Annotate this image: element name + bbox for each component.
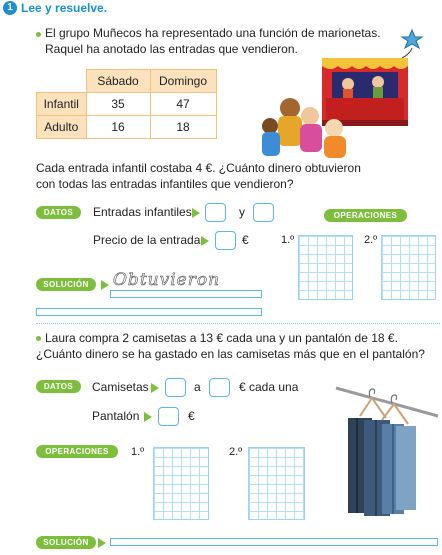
arrow-right-icon: [101, 280, 109, 290]
star-icon: [402, 30, 422, 48]
answer-box-pantalon[interactable]: [158, 407, 179, 426]
answer-box-entradas-1[interactable]: [205, 203, 226, 222]
problem2-question-line1: Laura compra 2 camisetas a 13 € cada una y un pantalón de 18 €.: [45, 331, 398, 345]
solution-line-2[interactable]: [36, 308, 262, 316]
solucion-badge: SOLUCIÓN: [36, 278, 96, 291]
exercise-title: Lee y resuelve.: [21, 1, 108, 15]
table-cell: 16: [86, 116, 150, 139]
table-header-saturday: Sábado: [86, 70, 150, 93]
table-row-label-adulto: Adulto: [37, 116, 87, 139]
arrow-right-icon: [192, 208, 200, 218]
answer-box-precio[interactable]: [215, 231, 236, 250]
section-divider: [36, 323, 440, 324]
datos-joiner-y: y: [239, 205, 245, 219]
table-cell: 35: [86, 93, 150, 116]
problem1-question-line2: con todas las entradas infantiles que vendieron?: [36, 177, 294, 191]
operation-1-grid[interactable]: [298, 235, 353, 300]
operation-2-label: 2.º: [229, 446, 243, 458]
operation-1-label: 1.º: [131, 446, 145, 458]
operaciones-badge: OPERACIONES: [36, 445, 118, 458]
datos-unit-euro: €: [188, 409, 195, 423]
answer-box-camisetas[interactable]: [165, 378, 186, 397]
operaciones-badge: OPERACIONES: [324, 209, 407, 222]
solution-line-1[interactable]: [110, 290, 262, 298]
problem1-intro-line1: El grupo Muñecos ha representado una función de marionetas.: [45, 26, 381, 40]
solucion-badge: SOLUCIÓN: [36, 536, 96, 549]
solution-line[interactable]: [110, 538, 438, 546]
arrow-right-icon: [144, 412, 152, 422]
puppet-theatre-illustration: [262, 24, 440, 158]
arrow-right-icon: [151, 383, 159, 393]
table-header-sunday: Domingo: [150, 70, 216, 93]
datos-badge: DATOS: [36, 380, 81, 393]
arrow-right-icon: [201, 236, 209, 246]
datos-label-entradas: Entradas infantiles: [93, 205, 192, 219]
datos-label-pantalon: Pantalón: [92, 409, 140, 423]
operation-2-label: 2.º: [364, 234, 378, 246]
table-row-label-infantil: Infantil: [37, 93, 87, 116]
arrow-right-icon: [98, 538, 106, 548]
clothes-rack-illustration: [334, 380, 440, 520]
table-corner: [37, 70, 87, 93]
answer-box-entradas-2[interactable]: [253, 203, 274, 222]
bullet-icon: [36, 336, 41, 341]
datos-label-precio: Precio de la entrada: [93, 233, 201, 247]
datos-suffix-cada-una: € cada una: [239, 380, 299, 394]
datos-joiner-a: a: [194, 380, 201, 394]
problem1-intro-line2: Raquel ha anotado las entradas que vendieron.: [45, 42, 298, 56]
table-cell: 47: [150, 93, 216, 116]
operation-1-grid[interactable]: [153, 447, 209, 520]
problem2-question-line2: ¿Cuánto dinero se ha gastado en las camisetas más que en el pantalón?: [36, 347, 425, 361]
operation-2-grid[interactable]: [381, 235, 436, 300]
exercise-number: 1: [3, 1, 17, 15]
solution-handwritten-text: Obtuvieron: [113, 270, 221, 290]
operation-2-grid[interactable]: [248, 447, 305, 520]
operation-1-label: 1.º: [281, 234, 295, 246]
table-cell: 18: [150, 116, 216, 139]
datos-unit-euro: €: [242, 233, 249, 247]
problem1-question-line1: Cada entrada infantil costaba 4 €. ¿Cuánto dinero obtuvieron: [36, 161, 361, 175]
bullet-icon: [36, 32, 41, 37]
answer-box-precio-camiseta[interactable]: [209, 378, 230, 397]
tickets-table: [36, 69, 217, 139]
datos-label-camisetas: Camisetas: [92, 380, 149, 394]
datos-badge: DATOS: [36, 206, 81, 219]
